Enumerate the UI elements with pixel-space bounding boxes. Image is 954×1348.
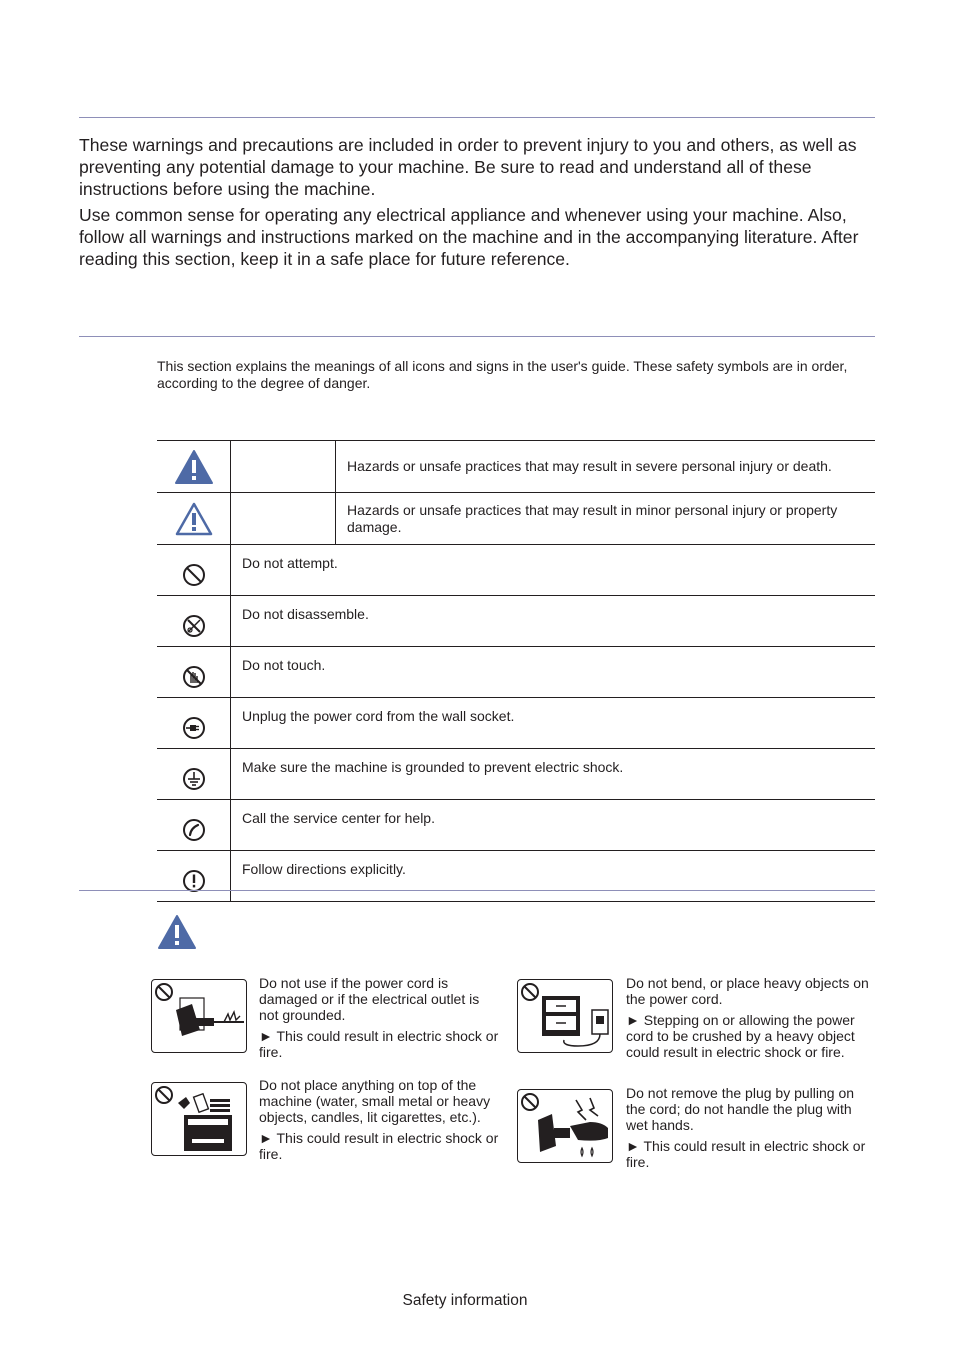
table-row — [157, 545, 875, 596]
intro-paragraph-2: Use common sense for operating any electrical appliance and whenever using your machine. Also, follow all warnings and instructions marked on the machine and in the accompanying literature. After reading this section, keep it in a safe place for future reference. — [79, 205, 859, 269]
warning-consequence: ► This could result in electric shock or fire. — [626, 1138, 866, 1170]
symbol-text: Call the service center for help. — [231, 800, 876, 851]
table-row — [157, 647, 875, 698]
table-row — [157, 441, 875, 493]
wet-hands-plug-illustration — [517, 1089, 613, 1163]
warning-item — [259, 975, 499, 1065]
symbol-label — [231, 493, 336, 545]
warnings-rule — [79, 890, 875, 891]
warning-triangle-filled-icon — [174, 449, 214, 485]
symbol-label — [231, 441, 336, 493]
intro-paragraph-1: These warnings and precautions are included in order to prevent injury to you and others, as well as preventing any potential damage to your machine. Be sure to read and understand all of these instructions before using the machine. — [79, 135, 857, 199]
warning-instruction: Do not bend, or place heavy objects on the power cord. — [626, 975, 869, 1007]
warning-instruction: Do not use if the power cord is damaged or if the electrical outlet is not grounded. — [259, 975, 480, 1023]
table-row — [157, 698, 875, 749]
table-row — [157, 493, 875, 545]
caution-triangle-outline-icon — [174, 501, 214, 537]
table-row — [157, 596, 875, 647]
bent-crushed-cord-illustration — [517, 979, 613, 1053]
symbol-text: Make sure the machine is grounded to prevent electric shock. — [231, 749, 876, 800]
symbols-description: This section explains the meanings of all icons and signs in the user's guide. These safety symbols are in order, according to the degree of danger. — [157, 358, 848, 391]
phone-service-icon — [182, 818, 206, 842]
ground-icon — [182, 767, 206, 791]
table-row — [157, 800, 875, 851]
symbol-text: Hazards or unsafe practices that may result in minor personal injury or property damage. — [336, 493, 876, 545]
symbols-rule — [79, 336, 875, 337]
objects-on-machine-illustration — [151, 1082, 247, 1156]
prohibited-icon — [182, 563, 206, 587]
symbol-text: Follow directions explicitly. — [231, 851, 876, 902]
page-footer: Safety information — [402, 1292, 528, 1309]
warning-instruction: Do not place anything on top of the machine (water, small metal or heavy objects, candles, lit cigarettes, etc.). — [259, 1077, 491, 1125]
table-row — [157, 749, 875, 800]
damaged-cord-outlet-illustration — [151, 979, 247, 1053]
top-rule — [79, 117, 875, 118]
warning-item — [626, 975, 871, 1065]
warning-consequence: ► This could result in electric shock or fire. — [259, 1028, 499, 1060]
symbol-text: Do not touch. — [231, 647, 876, 698]
symbol-text: Do not attempt. — [231, 545, 876, 596]
no-touch-icon — [182, 665, 206, 689]
warning-item — [626, 1085, 871, 1175]
no-disassemble-icon — [182, 614, 206, 638]
symbol-text: Hazards or unsafe practices that may result in severe personal injury or death. — [336, 441, 876, 493]
warning-triangle-filled-icon — [157, 914, 197, 950]
table-row — [157, 851, 875, 902]
symbol-text: Do not disassemble. — [231, 596, 876, 647]
warning-consequence: ► This could result in electric shock or fire. — [259, 1130, 499, 1162]
unplug-icon — [182, 716, 206, 740]
symbol-text: Unplug the power cord from the wall socket. — [231, 698, 876, 749]
safety-symbols-table — [157, 440, 875, 902]
warning-consequence: ► Stepping on or allowing the power cord to be crushed by a heavy object could result in electric shock or fire. — [626, 1012, 855, 1060]
warning-instruction: Do not remove the plug by pulling on the cord; do not handle the plug with wet hands. — [626, 1085, 855, 1133]
warning-item — [259, 1077, 499, 1167]
